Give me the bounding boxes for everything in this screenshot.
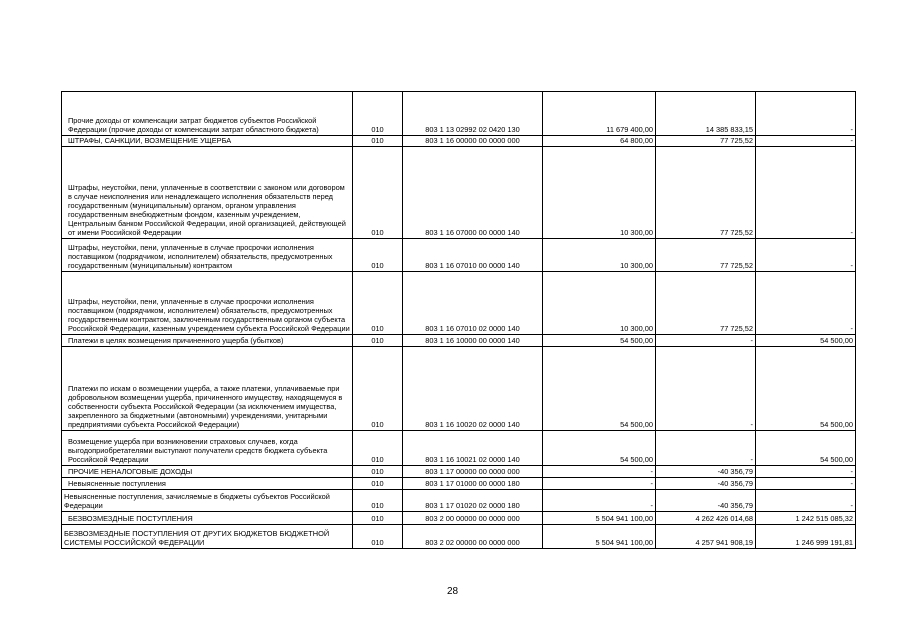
- row-kbk-cell: 803 1 16 00000 00 0000 000: [403, 136, 543, 147]
- row-kbk-cell: 803 1 17 01020 02 0000 180: [403, 490, 543, 512]
- row-remainder-cell: 54 500,00: [756, 335, 856, 347]
- table-row: [62, 490, 856, 512]
- table-row: [62, 147, 856, 239]
- row-code-cell: 010: [353, 92, 403, 136]
- row-kbk-cell: 803 1 13 02992 02 0420 130: [403, 92, 543, 136]
- row-fact-cell: 14 385 833,15: [656, 92, 756, 136]
- row-remainder-cell: -: [756, 478, 856, 490]
- table-row: [62, 525, 856, 549]
- row-name-cell: Невыясненные поступления, зачисляемые в бюджеты субъектов Российской Федерации: [62, 490, 353, 512]
- row-code-cell: 010: [353, 490, 403, 512]
- row-name-cell: Штрафы, неустойки, пени, уплаченные в случае просрочки исполнения поставщиком (подрядчиком, исполнителем) обязательств, предусмотренных государственным контрактом, заключенным государственным органом субъекта Российской Федерации, казенным учреждением субъекта Российской Федерации: [62, 272, 353, 335]
- row-code-cell: 010: [353, 335, 403, 347]
- row-kbk-cell: 803 1 16 10000 00 0000 140: [403, 335, 543, 347]
- budget-table-body: [62, 92, 856, 549]
- row-plan-cell: -: [543, 466, 656, 478]
- row-name-cell: ШТРАФЫ, САНКЦИИ, ВОЗМЕЩЕНИЕ УЩЕРБА: [62, 136, 353, 147]
- row-plan-cell: -: [543, 490, 656, 512]
- row-name-cell: ПРОЧИЕ НЕНАЛОГОВЫЕ ДОХОДЫ: [62, 466, 353, 478]
- row-kbk-cell: 803 1 16 10020 02 0000 140: [403, 347, 543, 431]
- row-plan-cell: 5 504 941 100,00: [543, 525, 656, 549]
- table-row: [62, 478, 856, 490]
- row-fact-cell: 77 725,52: [656, 239, 756, 272]
- row-plan-cell: 10 300,00: [543, 239, 656, 272]
- row-kbk-cell: 803 1 16 07000 00 0000 140: [403, 147, 543, 239]
- row-fact-cell: -40 356,79: [656, 478, 756, 490]
- row-remainder-cell: -: [756, 272, 856, 335]
- table-row: [62, 347, 856, 431]
- row-fact-cell: 77 725,52: [656, 272, 756, 335]
- row-plan-cell: 54 500,00: [543, 431, 656, 466]
- row-code-cell: 010: [353, 478, 403, 490]
- row-remainder-cell: 54 500,00: [756, 431, 856, 466]
- row-name-cell: Возмещение ущерба при возникновении страховых случаев, когда выгодоприобретателями выступают получатели средств бюджета субъекта Российской Федерации: [62, 431, 353, 466]
- row-plan-cell: 54 500,00: [543, 347, 656, 431]
- row-fact-cell: 77 725,52: [656, 147, 756, 239]
- row-name-cell: БЕЗВОЗМЕЗДНЫЕ ПОСТУПЛЕНИЯ: [62, 512, 353, 525]
- row-code-cell: 010: [353, 136, 403, 147]
- row-code-cell: 010: [353, 272, 403, 335]
- row-name-cell: Невыясненные поступления: [62, 478, 353, 490]
- table-row: [62, 431, 856, 466]
- row-kbk-cell: 803 2 00 00000 00 0000 000: [403, 512, 543, 525]
- row-plan-cell: -: [543, 478, 656, 490]
- row-remainder-cell: -: [756, 490, 856, 512]
- row-remainder-cell: 1 246 999 191,81: [756, 525, 856, 549]
- row-remainder-cell: -: [756, 147, 856, 239]
- row-name-cell: Прочие доходы от компенсации затрат бюджетов субъектов Российской Федерации (прочие доходы от компенсации затрат областного бюджета): [62, 92, 353, 136]
- row-kbk-cell: 803 1 17 01000 00 0000 180: [403, 478, 543, 490]
- row-code-cell: 010: [353, 525, 403, 549]
- row-code-cell: 010: [353, 347, 403, 431]
- row-code-cell: 010: [353, 512, 403, 525]
- row-name-cell: Платежи в целях возмещения причиненного ущерба (убытков): [62, 335, 353, 347]
- page-number: 28: [446, 586, 459, 597]
- budget-table: [61, 91, 856, 549]
- table-row: [62, 512, 856, 525]
- row-remainder-cell: -: [756, 239, 856, 272]
- row-fact-cell: 77 725,52: [656, 136, 756, 147]
- row-plan-cell: 11 679 400,00: [543, 92, 656, 136]
- table-row: [62, 466, 856, 478]
- row-name-cell: Штрафы, неустойки, пени, уплаченные в соответствии с законом или договором в случае неисполнения или ненадлежащего исполнения обязательств перед государственным (муниципальным) органом, органом управления государственным внебюджетным фондом, казенным учреждением, Центральным банком Российской Федерации, иной организацией, действующей от имени Российской Федерации: [62, 147, 353, 239]
- row-kbk-cell: 803 1 16 07010 02 0000 140: [403, 272, 543, 335]
- row-kbk-cell: 803 1 17 00000 00 0000 000: [403, 466, 543, 478]
- row-name-cell: БЕЗВОЗМЕЗДНЫЕ ПОСТУПЛЕНИЯ ОТ ДРУГИХ БЮДЖЕТОВ БЮДЖЕТНОЙ СИСТЕМЫ РОССИЙСКОЙ ФЕДЕРАЦИИ: [62, 525, 353, 549]
- row-remainder-cell: 54 500,00: [756, 347, 856, 431]
- row-remainder-cell: -: [756, 466, 856, 478]
- row-kbk-cell: 803 1 16 10021 02 0000 140: [403, 431, 543, 466]
- row-plan-cell: 64 800,00: [543, 136, 656, 147]
- row-remainder-cell: -: [756, 136, 856, 147]
- row-plan-cell: 5 504 941 100,00: [543, 512, 656, 525]
- row-plan-cell: 10 300,00: [543, 147, 656, 239]
- row-plan-cell: 54 500,00: [543, 335, 656, 347]
- row-fact-cell: -: [656, 347, 756, 431]
- row-remainder-cell: 1 242 515 085,32: [756, 512, 856, 525]
- row-kbk-cell: 803 2 02 00000 00 0000 000: [403, 525, 543, 549]
- row-fact-cell: -: [656, 431, 756, 466]
- table-row: [62, 239, 856, 272]
- row-code-cell: 010: [353, 431, 403, 466]
- table-row: [62, 272, 856, 335]
- row-fact-cell: 4 257 941 908,19: [656, 525, 756, 549]
- row-code-cell: 010: [353, 466, 403, 478]
- row-code-cell: 010: [353, 147, 403, 239]
- row-fact-cell: -: [656, 335, 756, 347]
- row-remainder-cell: -: [756, 92, 856, 136]
- row-kbk-cell: 803 1 16 07010 00 0000 140: [403, 239, 543, 272]
- row-plan-cell: 10 300,00: [543, 272, 656, 335]
- row-name-cell: Платежи по искам о возмещении ущерба, а также платежи, уплачиваемые при добровольном возмещении ущерба, причиненного имуществу, находящемуся в собственности субъекта Российской Федерации (за исключением имущества, закрепленного за бюджетными (автономными) учреждениями, унитарными предприятиями субъекта Российской Федерации): [62, 347, 353, 431]
- table-row: [62, 335, 856, 347]
- table-row: [62, 92, 856, 136]
- row-fact-cell: 4 262 426 014,68: [656, 512, 756, 525]
- table-row: [62, 136, 856, 147]
- row-name-cell: Штрафы, неустойки, пени, уплаченные в случае просрочки исполнения поставщиком (подрядчиком, исполнителем) обязательств, предусмотренных государственным (муниципальным) контрактом: [62, 239, 353, 272]
- row-code-cell: 010: [353, 239, 403, 272]
- row-fact-cell: -40 356,79: [656, 466, 756, 478]
- row-fact-cell: -40 356,79: [656, 490, 756, 512]
